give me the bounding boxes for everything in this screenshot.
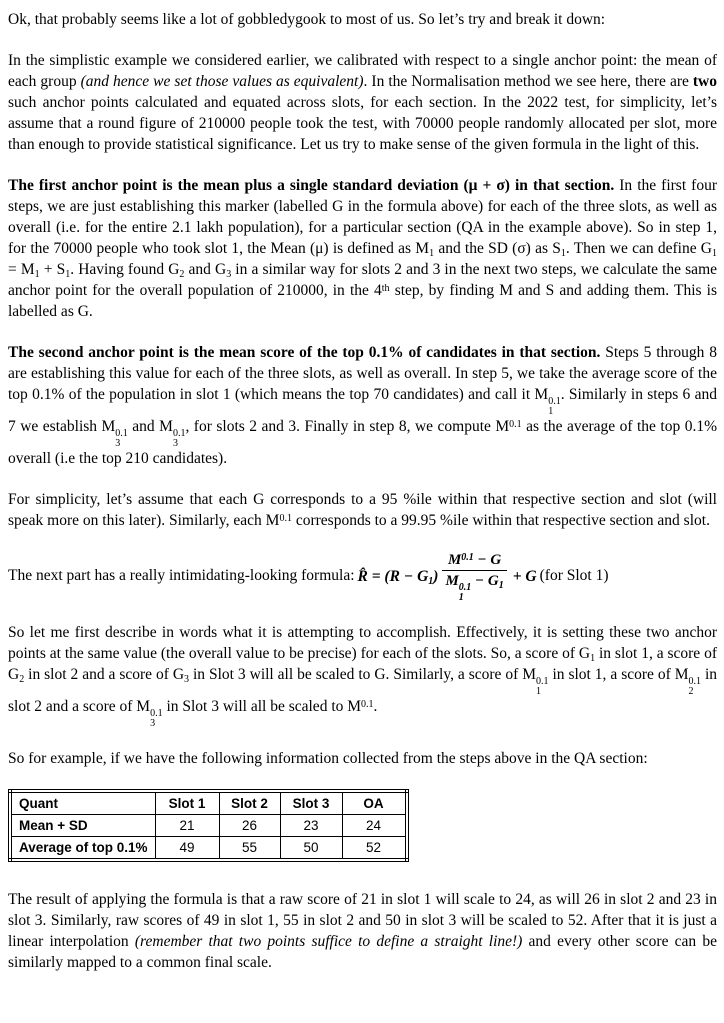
formula-tail: + G <box>512 568 537 585</box>
table-cell: 23 <box>280 815 342 837</box>
table-cell: 50 <box>280 837 342 861</box>
table-cell: 21 <box>155 815 219 837</box>
paragraph-result: The result of applying the formula is that a raw score of 21 in slot 1 will scale to 24, as will 26 in slot 2 and 23 in slot 3. Similarly, raw scores of 49 in slot 1, 55 in slot 2 and 50 in slot 3 will be scaled to 52. After that it is just a linear interpolation (remember that two points suffice to define a straight line!) and every other score can be similarly mapped to a common final scale. <box>8 891 717 971</box>
table-row <box>10 815 407 837</box>
paragraph-first-anchor-point: The first anchor point is the mean plus a single standard deviation (μ + σ) in that section. In the first four steps, we are just establishing this marker (labelled G in the formula above) for each of the three slots, as well as overall (i.e. for the entire 2.1 lakh population), for a particular section (QA in the example above). So in step 1, for the 70000 people who took slot 1, the Mean (μ) is defined as $M_1$ and the SD (σ) as $S_1$. Then we can define $G_1 = M_1 + S_1$. Having found $G_2$ and $G_3$ in a similar way for slots 2 and 3 in the next two steps, we calculate the same anchor point for the overall population of 210000, in the 4th step, by finding M and S and adding them. This is labelled as G. <box>8 177 718 320</box>
stacked-script: 0.1 3 <box>150 708 163 729</box>
table-row <box>10 837 407 861</box>
stacked-script: 0.1 1 <box>536 676 549 697</box>
paragraph-second-anchor-point: The second anchor point is the mean score of the top 0.1% of candidates in that section. Steps 5 through 8 are establishing this value for each of the three slots, as well as overall. In step 5, we take the average score of the top 0.1% of the population in slot 1 (which means the top 70 candidates) and call it M 0.1 1 . Similarly in steps 6 and 7 we establish M 0.1 3 and M 0.1 3 , for slots 2 and 3. Finally in step 8, we compute $M^{0.1}$ as the average of the top 0.1% overall (i.e the top 210 candidates). <box>8 344 717 467</box>
formula-intro-text: The next part has a really intimidating-looking formula: <box>8 567 355 585</box>
table-header-cell: Quant <box>10 791 155 815</box>
formula-slot-note: (for Slot 1) <box>539 567 609 585</box>
table-cell: 24 <box>342 815 407 837</box>
qa-section-table <box>8 789 409 862</box>
stacked-script: 0.1 1 <box>548 396 561 417</box>
formula-fraction <box>442 551 506 602</box>
table-header-cell: Slot 3 <box>280 791 342 815</box>
normalisation-formula <box>358 551 537 602</box>
table-cell: 55 <box>219 837 280 861</box>
paragraph-simplistic-example: In the simplistic example we considered earlier, we calibrated with respect to a single anchor point: the mean of each group (and hence we set those values as equivalent). In the Normalisation method we see here, there are two such anchor points calculated and equated across slots, for each section. In the 2022 test, for simplicity, let’s assume that a round figure of 210000 people took the test, with 70000 people randomly allocated per slot, more than enough to provide statistical significance. Let us try to make sense of the given formula in the light of this. <box>8 52 717 153</box>
table-cell: 26 <box>219 815 280 837</box>
table-cell: 49 <box>155 837 219 861</box>
stacked-script: 0.1 1 <box>458 582 472 603</box>
paragraph-example-lead-in: So for example, if we have the following information collected from the steps above in the QA section: <box>8 750 648 767</box>
formula-lhs: R̂ = $(R - G_1)$ <box>357 568 439 587</box>
stacked-script: 0.1 3 <box>115 428 128 449</box>
table-row-label: Mean + SD <box>10 815 155 837</box>
stacked-script: 0.1 2 <box>688 676 701 697</box>
table-header-row <box>10 791 407 815</box>
stacked-script: 0.1 3 <box>172 428 186 449</box>
formula-denominator: M 0.1 1 − $G_1$ <box>445 573 504 603</box>
table-header-cell: OA <box>342 791 407 815</box>
paragraph-percentile-assumption: For simplicity, let’s assume that each G corresponds to a 95 %ile within that respective section and slot (will speak more on this later). Similarly, each $M^{0.1}$ corresponds to a 99.95 %ile within that respective section and slot. <box>8 491 717 529</box>
table-row-label: Average of top 0.1% <box>10 837 155 861</box>
paragraph-intro: Ok, that probably seems like a lot of gobbledygook to most of us. So let’s try and break it down: <box>8 11 606 28</box>
table-header-cell: Slot 1 <box>155 791 219 815</box>
table-body <box>10 815 407 861</box>
table-header-cell: Slot 2 <box>219 791 280 815</box>
formula-numerator: $M^{0.1} - G$ <box>442 551 506 571</box>
table-cell: 52 <box>342 837 407 861</box>
paragraph-formula <box>8 551 717 602</box>
paragraph-formula-explanation: So let me first describe in words what it is attempting to accomplish. Effectively, it is setting these two anchor points at the same value (the overall value to be precise) for each of the slots. So, a score of $G_1$ in slot 1, a score of $G_2$ in slot 2 and a score of $G_3$ in Slot 3 will all be scaled to G. Similarly, a score of M 0.1 1 in slot 1, a score of M 0.1 2 in slot 2 and a score of M 0.1 3 in Slot 3 will all be scaled to $M^{0.1}$. <box>8 624 718 729</box>
